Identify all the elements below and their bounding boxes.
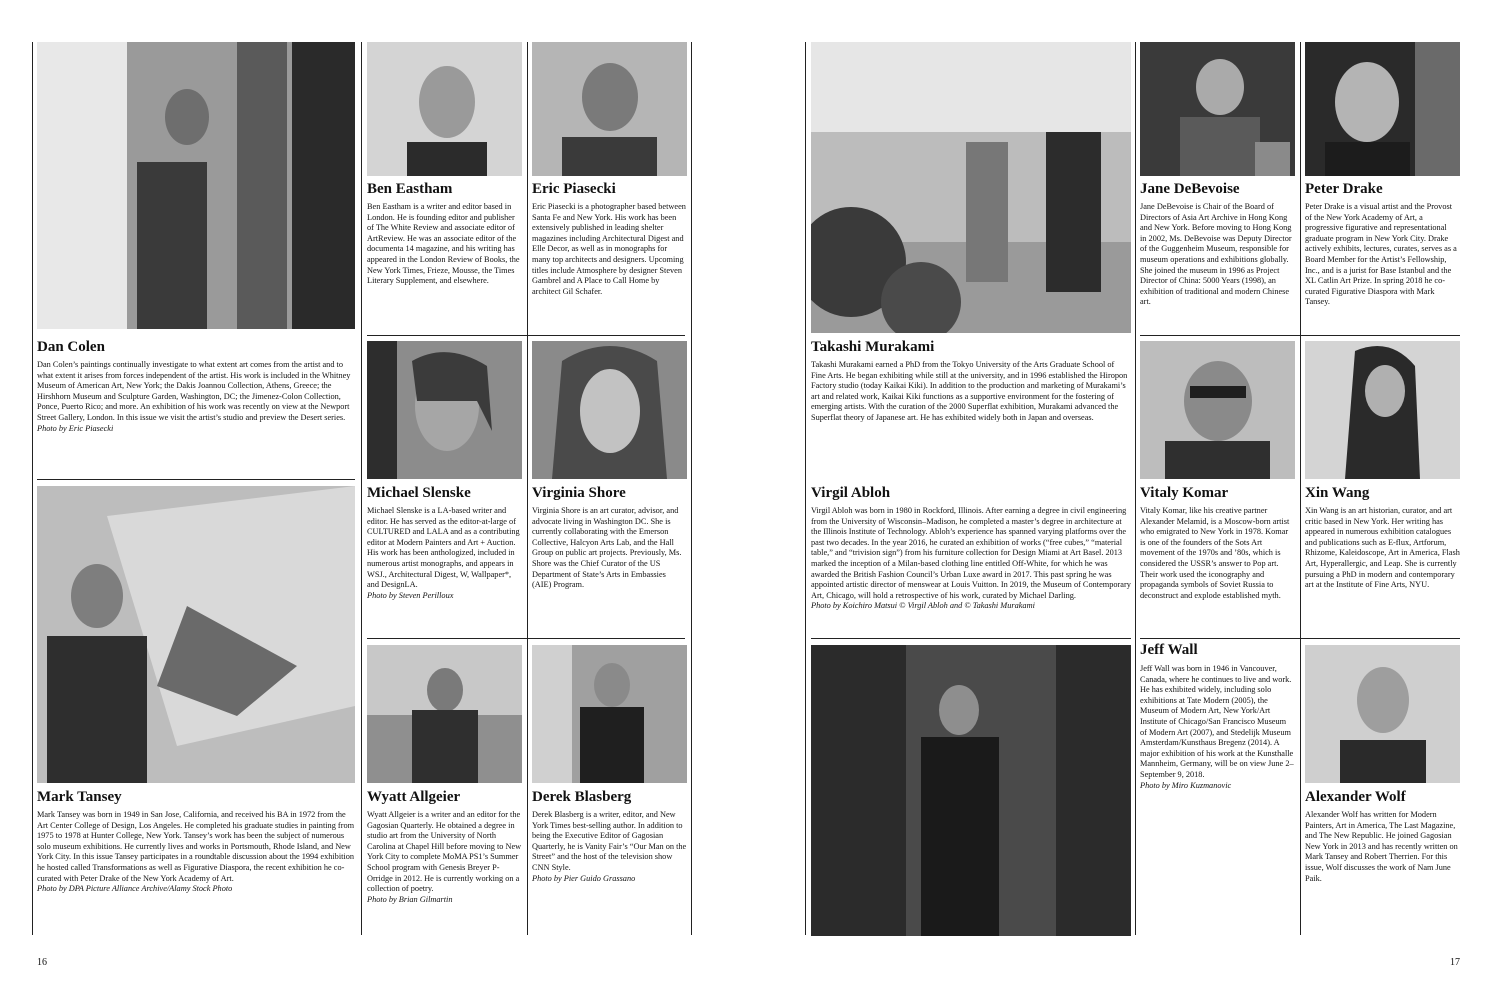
profile-name: Alexander Wolf — [1305, 789, 1406, 805]
profile-name: Wyatt Allgeier — [367, 789, 461, 805]
profile-name: Dan Colen — [37, 339, 105, 355]
column-rule — [691, 42, 692, 935]
profile-bio: Jeff Wall was born in 1946 in Vancouver, Canada, where he continues to live and work. He has exhibited widely, including solo exhibitions at Tate Modern (2005), the Museum of Modern Art, New York/Art Institute of Chicago/San Francisco Museum of Modern Art (2007), and Stedelijk Museum Amsterdam/Kunsthaus Bregenz (2014). A major exhibition of his work at the Kunsthalle Mannheim, Germany, will be on view June 2–September 9, 2018. Photo by Miro Kuzmanovic — [1140, 664, 1294, 790]
portrait-photo — [532, 341, 687, 479]
portrait-photo — [37, 42, 355, 329]
photo-credit: Photo by Brian Gilmartin — [367, 894, 453, 904]
profile-bio: Peter Drake is a visual artist and the Provost of the New York Academy of Art, a progressive figurative and representational graduate program in New York City. Drake actively exhibits, lectures, curates, serves as a Board Member for the Artist’s Fellowship, Inc., and is a jurist for Base Istanbul and the XL Catlin Art Prize. In spring 2018 he co-curated Figurative Diaspora with Mark Tansey. — [1305, 202, 1457, 307]
row-rule — [1140, 638, 1460, 639]
portrait-photo — [811, 42, 1131, 333]
portrait-photo — [367, 341, 522, 479]
profile-bio: Vitaly Komar, like his creative partner Alexander Melamid, is a Moscow-born artist who emigrated to New York in 1978. Komar is one of the founders of the Sots Art movement of the 1970s and ’80s, which is considered the USSR’s answer to Pop art. Their work used the iconography and propaganda symbols of Soviet Russia to deconstruct and explode established myth. — [1140, 506, 1290, 600]
photo-credit: Photo by Miro Kuzmanovic — [1140, 780, 1232, 790]
portrait-photo — [367, 645, 522, 783]
photo-credit: Photo by Koichiro Matsui © Virgil Abloh and © Takashi Murakami — [811, 601, 1035, 611]
profile-name: Takashi Murakami — [811, 339, 935, 355]
column-rule — [805, 42, 806, 935]
profile-name: Jane DeBevoise — [1140, 181, 1240, 197]
profile-name: Mark Tansey — [37, 789, 122, 805]
profile-name: Xin Wang — [1305, 485, 1370, 501]
portrait-photo — [1305, 341, 1460, 479]
profile-bio: Michael Slenske is a LA-based writer and editor. He has served as the editor-at-large of CULTURED and LALA and as a contributing editor at Modern Painters and Art + Auction. His work has been anthologized, included in numerous artist monographs, and appears in WSJ., Architectural Digest, W, Wallpaper*, and DesignLA. Photo by Steven Perilloux — [367, 506, 522, 601]
profile-bio: Virginia Shore is an art curator, advisor, and advocate living in Washington DC. She is currently collaborating with the Emerson Collective, Halcyon Arts Lab, and the Hall Group on public art projects. Previously, Ms. Shore was the Chief Curator of the US Department of State’s Arts in Embassies (AIE) Program. — [532, 506, 682, 590]
profile-name: Vitaly Komar — [1140, 485, 1229, 501]
profile-name: Derek Blasberg — [532, 789, 632, 805]
profile-name: Virginia Shore — [532, 485, 626, 501]
profile-bio: Alexander Wolf has written for Modern Painters, Art in America, The Last Magazine, and The New Republic. He joined Gagosian New York in 2013 and has recently written on Mark Tansey and Robert Therrien. For this issue, Wolf discusses the work of Nam June Paik. — [1305, 810, 1458, 883]
row-rule — [1140, 335, 1460, 336]
profile-bio: Ben Eastham is a writer and editor based in London. He is founding editor and publisher of The White Review and associate editor of ArtReview. He was an associate editor of the documenta 14 magazine, and his writing has appeared in the London Review of Books, the New York Times, Frieze, Mousse, the Times Literary Supplement, and elsewhere. — [367, 202, 520, 286]
profile-bio: Eric Piasecki is a photographer based between Santa Fe and New York. His work has been extensively published in leading shelter magazines including Architectural Digest and Elle Decor, as well as in monographs for many top architects and designers. Upcoming titles include Atmosphere by designer Steven Gambrel and A Place to Call Home by architect Gil Schafer. — [532, 202, 686, 296]
profile-name: Jeff Wall — [1140, 642, 1198, 658]
row-rule — [37, 479, 355, 480]
page-number-right: 17 — [1450, 957, 1460, 968]
photo-credit: Photo by DPA Picture Alliance Archive/Alamy Stock Photo — [37, 884, 233, 894]
page-number-left: 16 — [37, 957, 47, 968]
profile-name: Michael Slenske — [367, 485, 471, 501]
portrait-photo — [532, 645, 687, 783]
profile-name: Peter Drake — [1305, 181, 1383, 197]
profile-name: Virgil Abloh — [811, 485, 891, 501]
portrait-photo — [1140, 42, 1295, 176]
profile-bio: Xin Wang is an art historian, curator, and art critic based in New York. Her writing has appeared in numerous exhibition catalogues and publications such as E-flux, Artforum, Rhizome, Kaleidoscope, Art in America, Flash Art, Hyperallergic, and Leap. She is currently pursuing a PhD in modern and contemporary art at the Institute of Fine Arts, NYU. — [1305, 506, 1460, 590]
profile-name: Eric Piasecki — [532, 181, 616, 197]
column-rule — [1300, 42, 1301, 935]
row-rule — [367, 335, 685, 336]
portrait-photo — [1305, 42, 1460, 176]
profile-bio: Dan Colen’s paintings continually investigate to what extent art comes from the artist and to what extent it arises from forces independent of the artist. His work is included in the Whitney Museum of American Art, New York; the Dakis Joannou Collection, Athens, Greece; the Hirshhorn Museum and Sculpture Garden, Washington, DC; the Jimenez-Colon Collection, Ponce, Puerto Rico; and more. An exhibition of his work was recently on view at the Newport Street Gallery, London. In this issue we visit the artist’s studio and preview the Desert series. Photo by Eric Piasecki — [37, 360, 355, 434]
profile-bio: Takashi Murakami earned a PhD from the Tokyo University of the Arts Graduate School of Fine Arts. He began exhibiting while still at the university, and in 1996 established the Hiropon Factory studio (today Kaikai Kiki). In addition to the production and marketing of Murakami’s art and related work, Kaikai Kiki functions as a supportive environment for the fostering of emerging artists. With the curation of the 2000 Superflat exhibition, Murakami advanced the Superflat theory of Japanese art. He has exhibited widely both in Japan and overseas. — [811, 360, 1128, 422]
profile-name: Ben Eastham — [367, 181, 453, 197]
portrait-photo — [37, 486, 355, 783]
profile-bio: Virgil Abloh was born in 1980 in Rockford, Illinois. After earning a degree in civil engineering from the University of Wisconsin–Madison, he completed a master’s degree in architecture at the Illinois Institute of Technology. Abloh’s experience has spanned varying platforms over the past two decades. In the year 2016, he curated an exhibition of works (“free cubes,” “material table,” and “trivision sign”) from his furniture collection for Design Miami at Art Basel. 2013 marked the inception of a Milan-based clothing line entitled Off-White, for which he was awarded the British Fashion Council’s Urban Luxe award in 2017. This past spring he was appointed artistic director of menswear at Louis Vuitton. In 2019, the Museum of Contemporary Art, Chicago, will hold a retrospective of his work, curated by Michael Darling. Photo by Koichiro Matsui © Virgil Abloh and © Takashi Murakami — [811, 506, 1131, 611]
profile-bio: Derek Blasberg is a writer, editor, and New York Times best-selling author. In addition to being the Executive Editor of Gagosian Quarterly, he is Vanity Fair’s “Our Man on the Street” and the host of the television show CNN Style. Photo by Pier Guido Grassano — [532, 810, 687, 883]
profile-bio: Wyatt Allgeier is a writer and an editor for the Gagosian Quarterly. He obtained a degree in studio art from the University of North Carolina at Chapel Hill before moving to New York City to complete MoMA PS1’s Summer School program with Genesis Breyer P-Orridge in 2012. He is currently working on a collection of poetry. Photo by Brian Gilmartin — [367, 810, 522, 904]
photo-credit: Photo by Eric Piasecki — [37, 423, 114, 433]
row-rule — [811, 638, 1131, 639]
portrait-photo — [811, 645, 1131, 936]
portrait-photo — [1140, 341, 1295, 479]
row-rule — [367, 638, 685, 639]
profile-bio: Jane DeBevoise is Chair of the Board of Directors of Asia Art Archive in Hong Kong and New York. Before moving to Hong Kong in 2002, Ms. DeBevoise was Deputy Director of the Guggenheim Museum, responsible for museum operations and exhibitions globally. She joined the museum in 1996 as Project Director of China: 5000 Years (1998), an exhibition of traditional and modern Chinese art. — [1140, 202, 1292, 307]
profile-bio: Mark Tansey was born in 1949 in San Jose, California, and received his BA in 1972 from the Art Center College of Design, Los Angeles. He completed his graduate studies in painting from 1975 to 1978 at Hunter College, New York. Tansey’s work has been the subject of numerous solo museum exhibitions. He currently lives and works in Portsmouth, Rhode Island, and New York City. In this issue Tansey participates in a roundtable discussion about the 1994 exhibition he hosted called Transformations as well as Figurative Diaspora, the recent exhibition he co-curated with Peter Drake of the New York Academy of Art. Photo by DPA Picture Alliance Archive/Alamy Stock Photo — [37, 810, 355, 894]
portrait-photo — [367, 42, 522, 176]
portrait-photo — [1305, 645, 1460, 783]
column-rule — [32, 42, 33, 935]
portrait-photo — [532, 42, 687, 176]
column-rule — [527, 42, 528, 935]
photo-credit: Photo by Steven Perilloux — [367, 590, 454, 600]
column-rule — [1135, 42, 1136, 935]
photo-credit: Photo by Pier Guido Grassano — [532, 873, 636, 883]
column-rule — [361, 42, 362, 935]
